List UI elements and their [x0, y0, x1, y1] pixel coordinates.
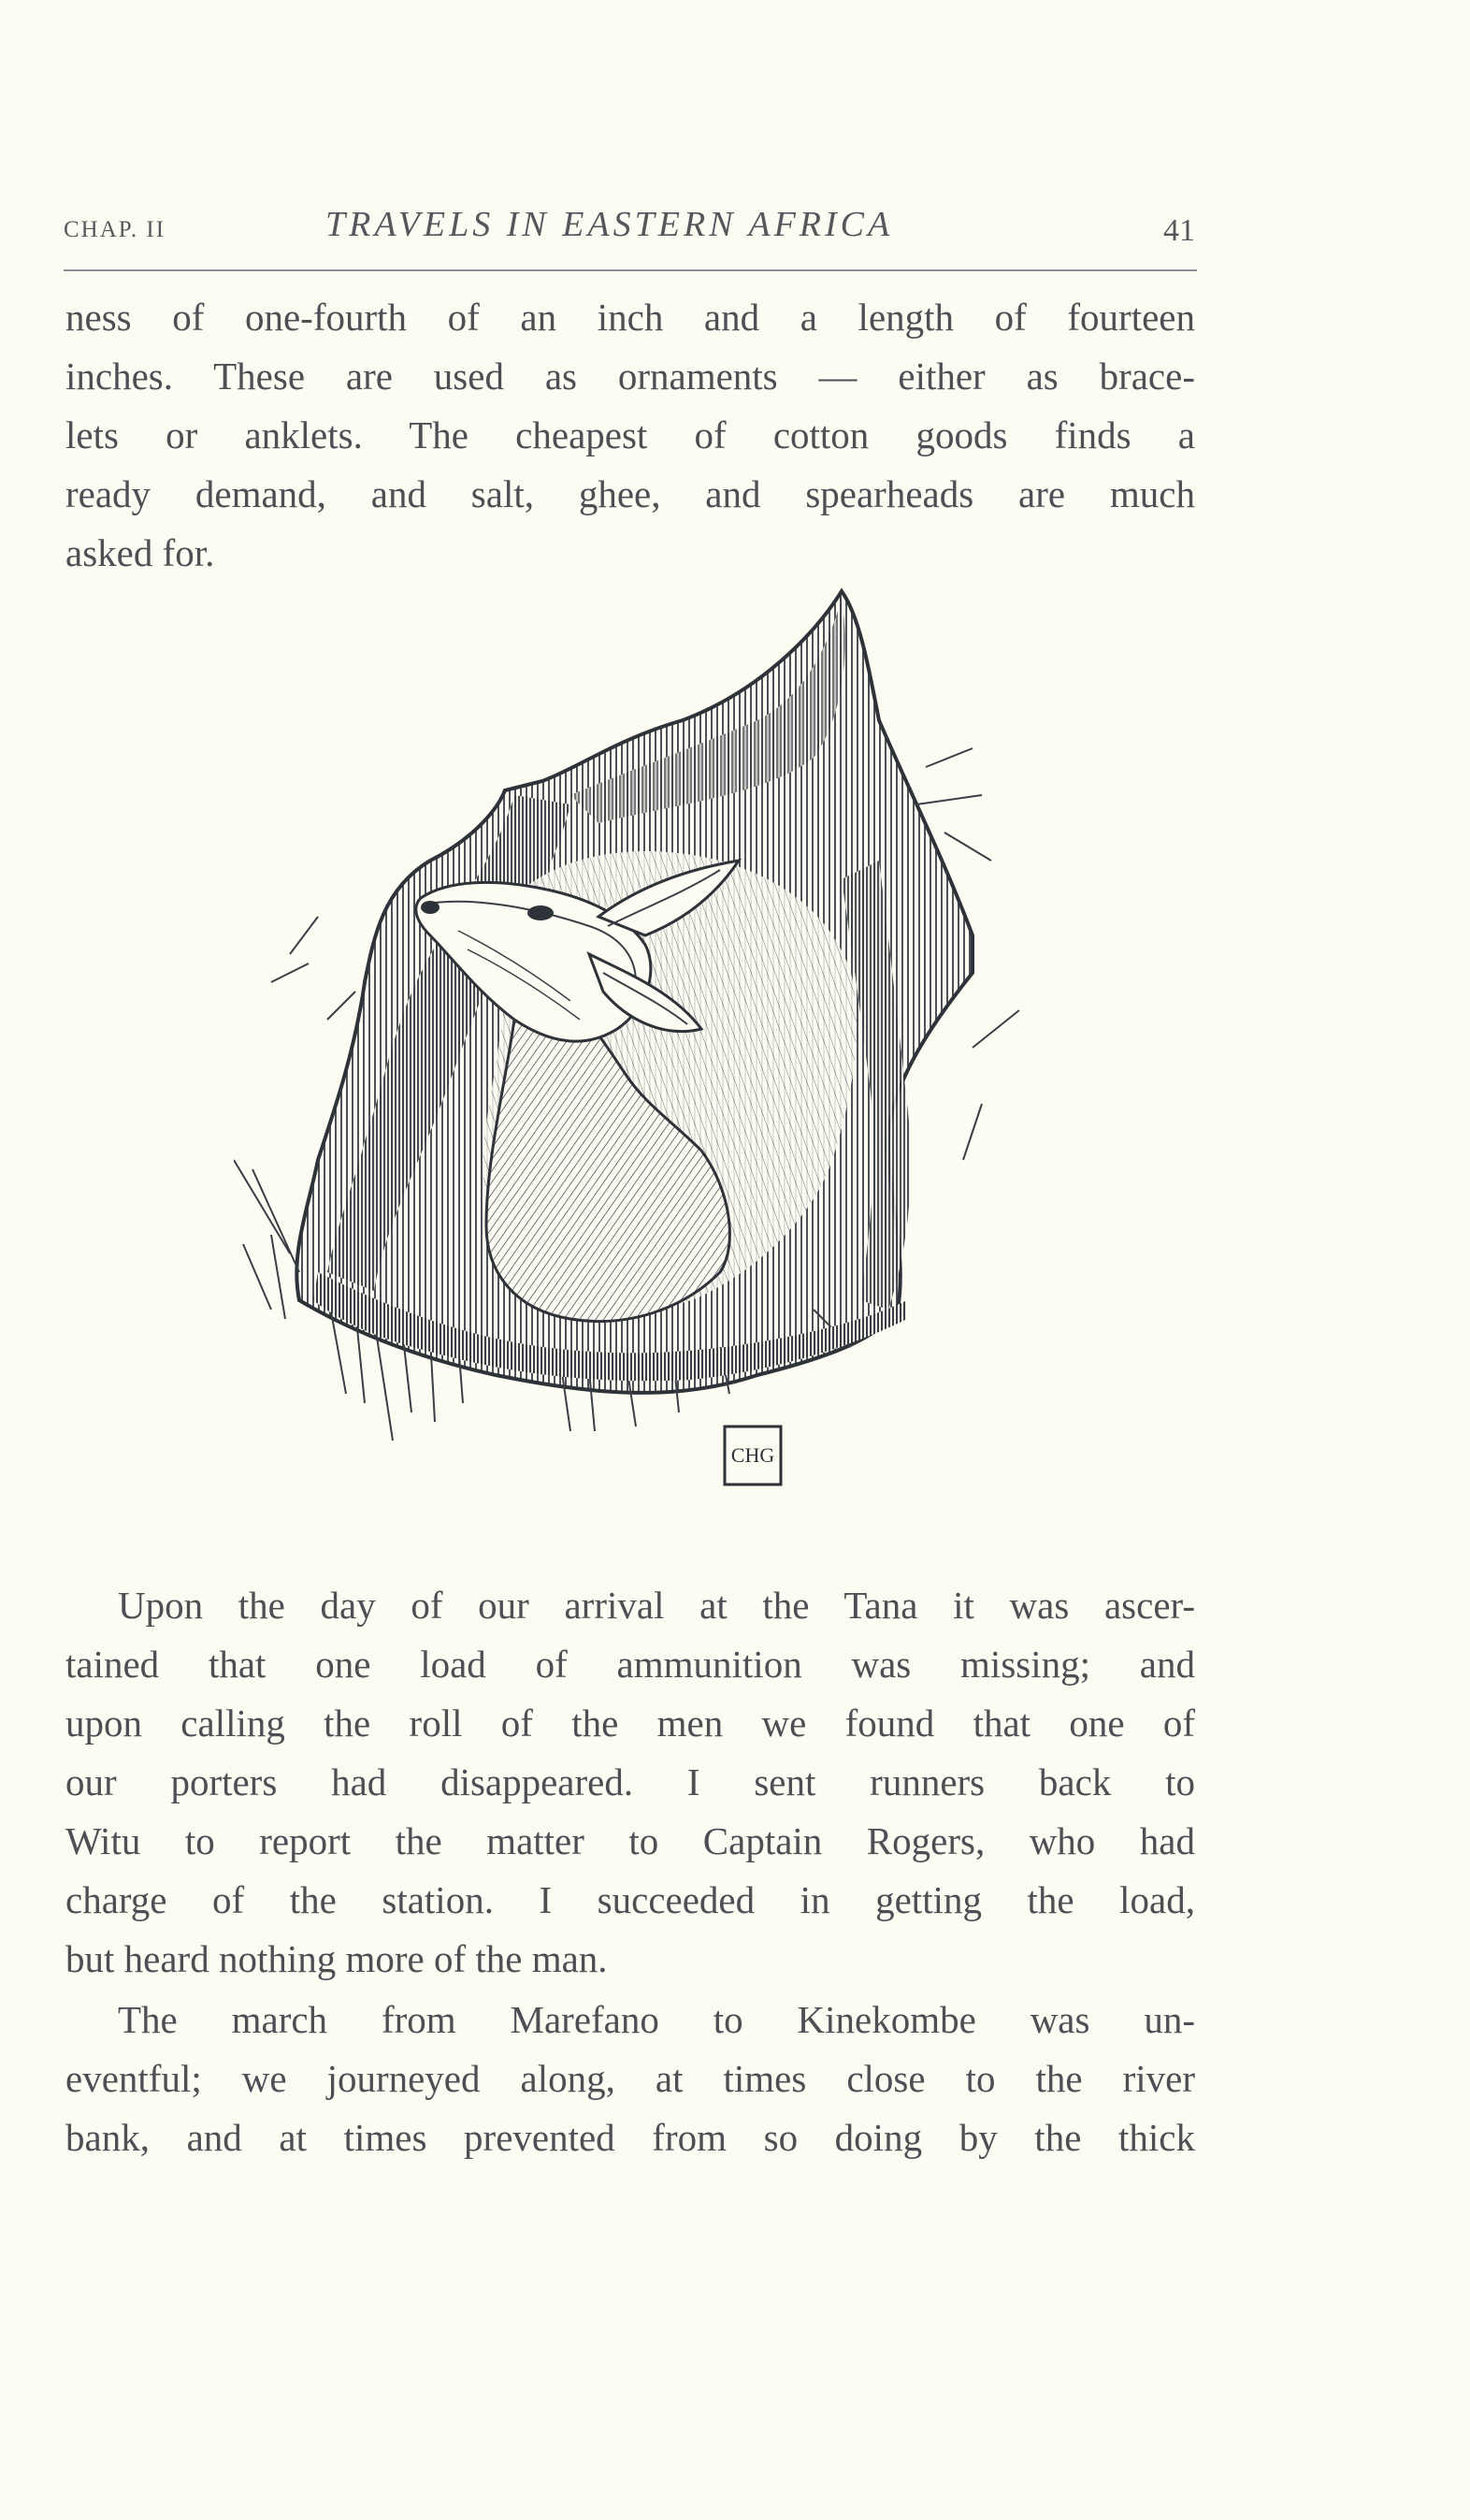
text-line: bank, and at times prevented from so doing by the thick — [65, 2116, 1195, 2159]
text-line: lets or anklets. The cheapest of cotton goods finds a — [65, 413, 1195, 456]
text-line: but heard nothing more of the man. — [65, 1937, 608, 1980]
header-rule — [64, 269, 1197, 271]
artist-monogram — [725, 1427, 781, 1484]
page-number: 41 — [1163, 213, 1195, 248]
text-line: ready demand, and salt, ghee, and spearheads are much — [65, 472, 1195, 515]
text-line: upon calling the roll of the men we found that one of — [65, 1702, 1195, 1745]
text-line: tained that one load of ammunition was missing; and — [65, 1643, 1195, 1686]
text-line: The march from Marefano to Kinekombe was un- — [118, 1998, 1195, 2041]
running-head — [64, 204, 1195, 251]
chapter-label: CHAP. II — [64, 217, 166, 242]
text-line: Witu to report the matter to Captain Rogers, who had — [65, 1819, 1195, 1862]
text-line: our porters had disappeared. I sent runners back to — [65, 1760, 1195, 1803]
antelope-eye — [527, 905, 554, 920]
paragraph — [65, 1991, 1195, 2167]
paragraph — [65, 1576, 1195, 1989]
text-line: Upon the day of our arrival at the Tana it was ascer- — [118, 1584, 1195, 1627]
text-line: asked for. — [65, 531, 215, 574]
book-title: TRAVELS IN EASTERN AFRICA — [325, 205, 894, 244]
paragraph-continued — [65, 288, 1195, 583]
text-line: inches. These are used as ornaments — either as brace- — [65, 355, 1195, 398]
antelope-illustration — [234, 580, 1038, 1553]
text-line: ness of one-fourth of an inch and a length of fourteen — [65, 296, 1195, 339]
monogram-text: CHG — [730, 1443, 775, 1467]
text-line: charge of the station. I succeeded in getting the load, — [65, 1878, 1195, 1921]
text-line: eventful; we journeyed along, at times close to the river — [65, 2057, 1195, 2100]
